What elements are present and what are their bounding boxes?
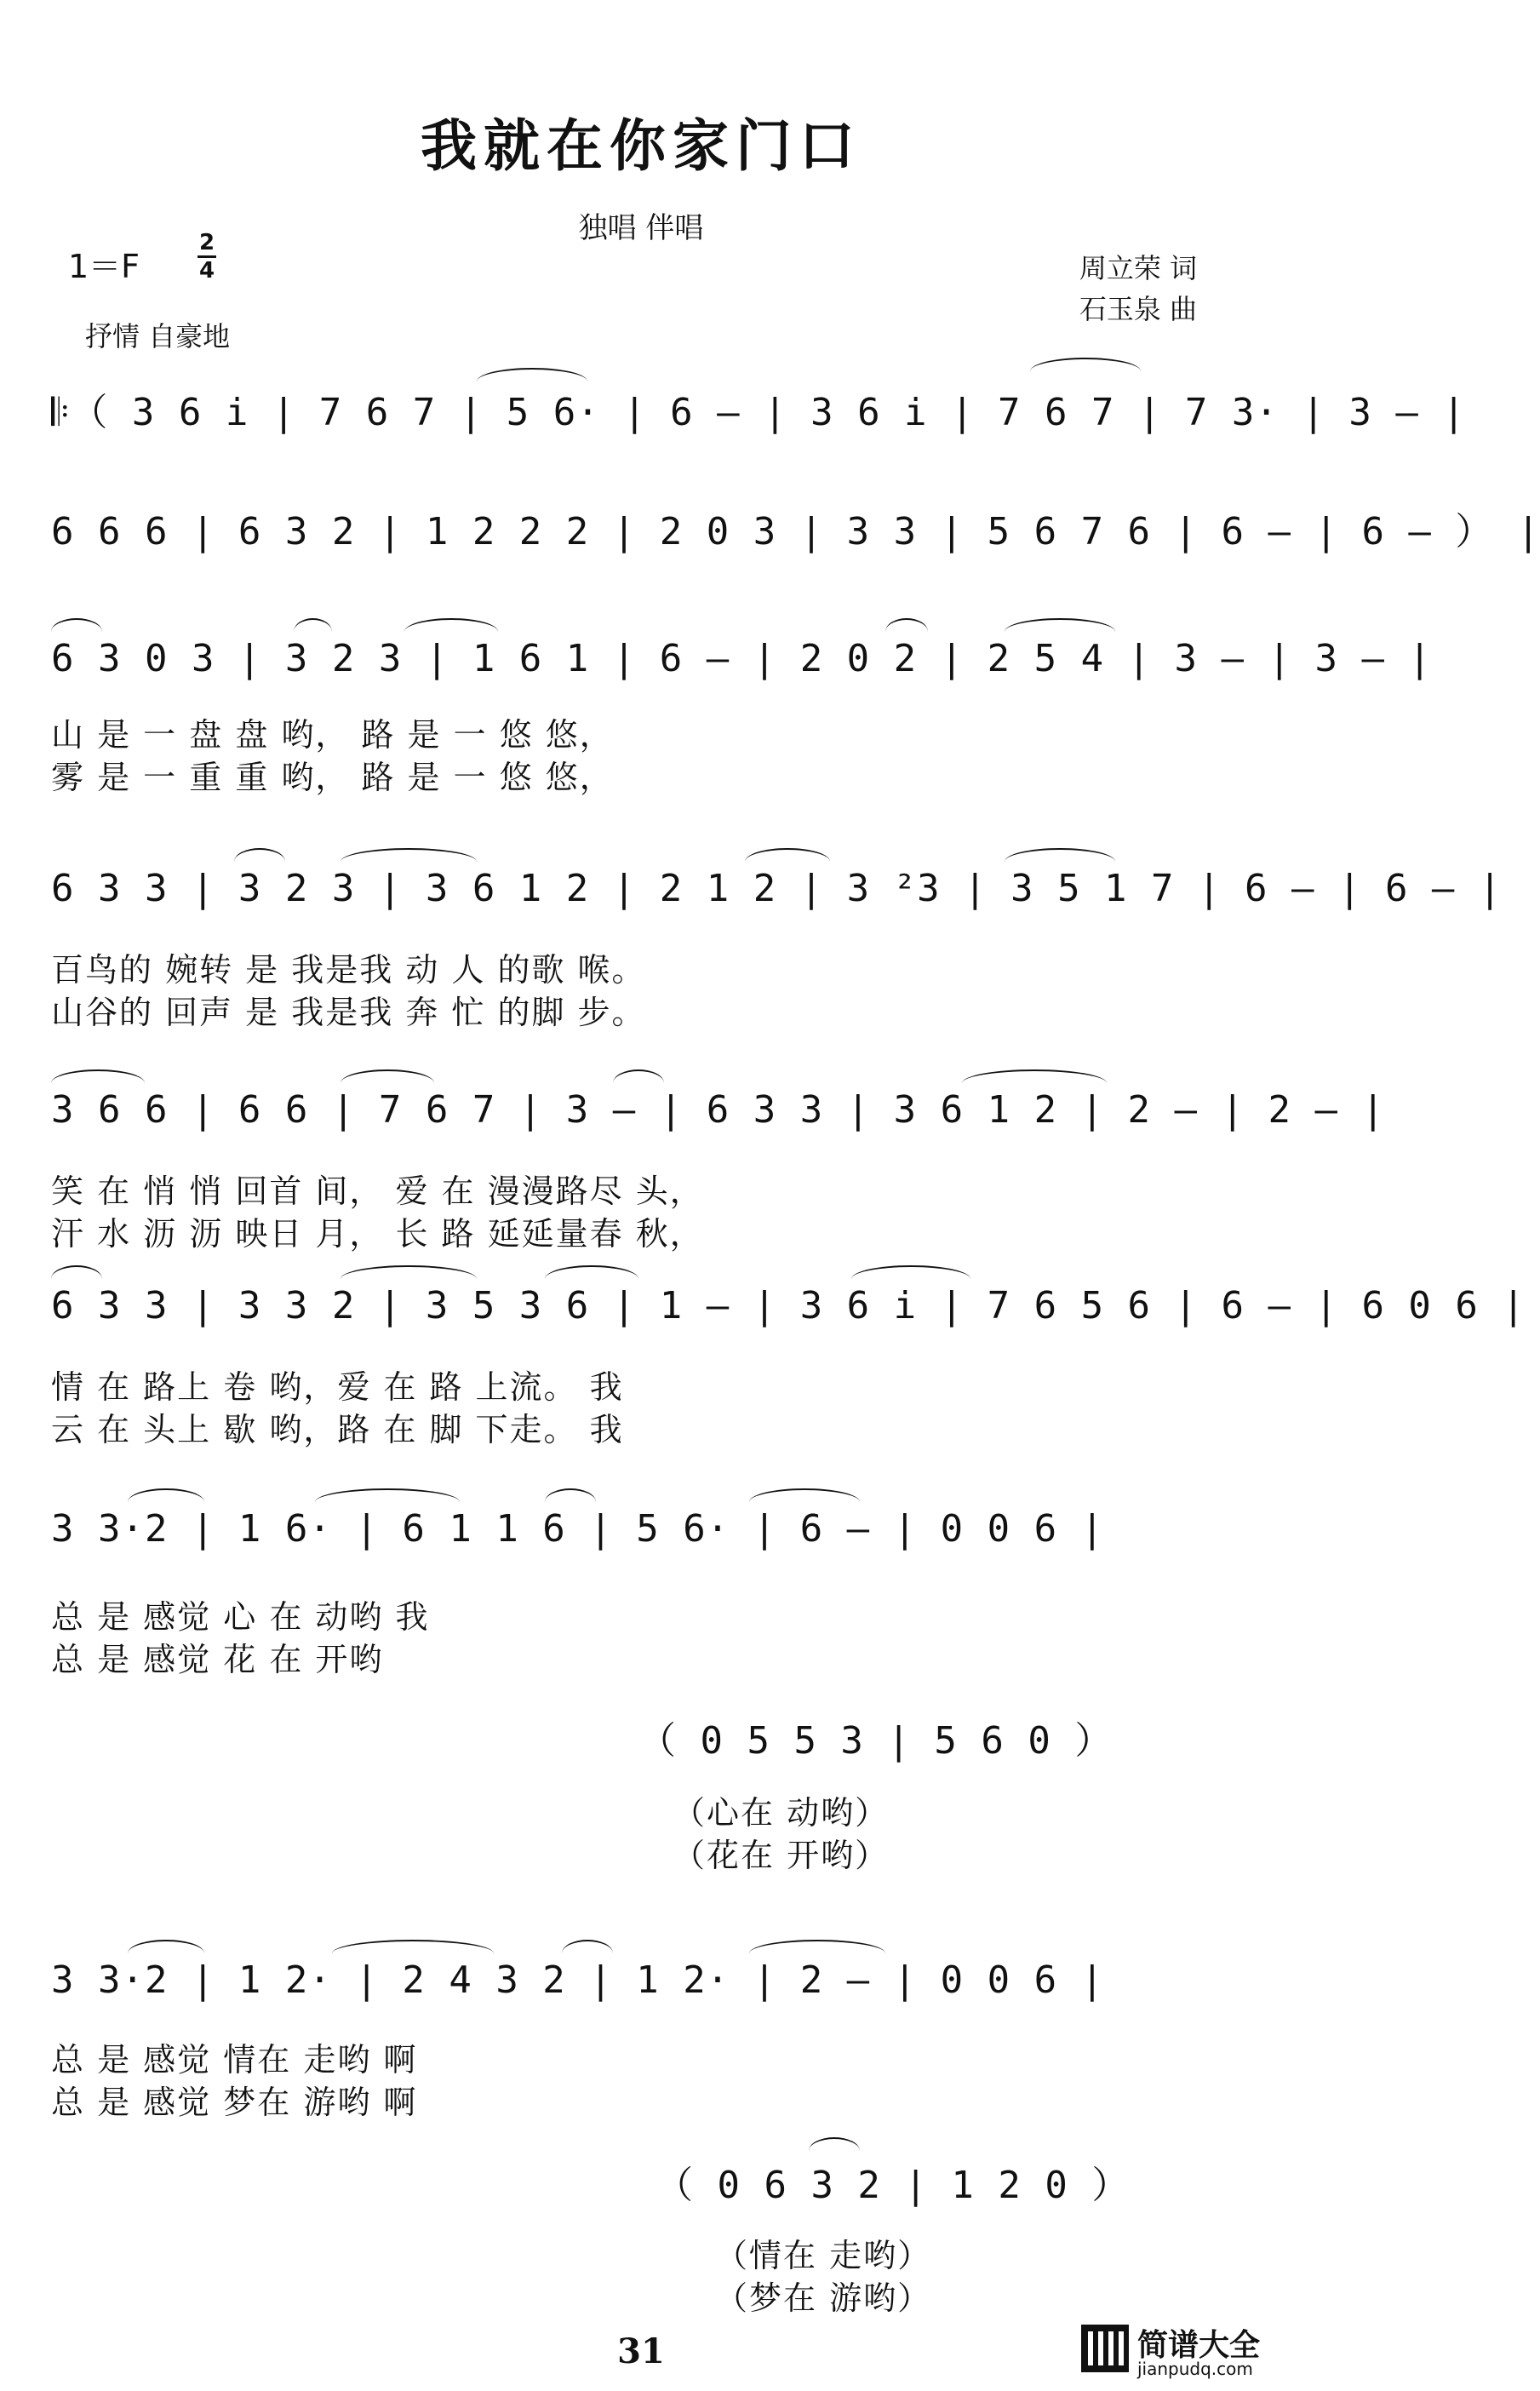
- slur: [341, 848, 477, 862]
- slur: [1030, 358, 1141, 371]
- slur: [294, 618, 332, 632]
- lyricist-credit: 周立荣 词: [1079, 252, 1197, 284]
- slur: [749, 1940, 885, 1953]
- slur: [545, 1265, 638, 1279]
- composer-credit: 石玉泉 曲: [1079, 293, 1197, 325]
- slur: [745, 848, 830, 862]
- accompaniment-phrase-1: （ 0 5 5 3 | 5 6 0 ）: [638, 1719, 1113, 1763]
- slur: [885, 618, 928, 632]
- slur: [341, 1265, 477, 1279]
- slur: [545, 1488, 596, 1502]
- slur: [51, 618, 102, 632]
- lyric-line-4b: 山谷的 回声 是 我是我 奔 忙 的脚 步。: [51, 994, 646, 1031]
- accompaniment-lyric-2b: （梦在 游哟）: [715, 2279, 932, 2317]
- expression-mark: 抒情 自豪地: [85, 320, 231, 353]
- staff-line-7: 3 3·2 | 1 6· | 6 1 1 6 | 5 6· | 6 – | 0 0 6 |: [51, 1507, 1105, 1551]
- lyric-line-5b: 汗 水 沥 沥 映日 月， 长 路 延延量春 秋，: [51, 1215, 704, 1253]
- lyric-line-7a: 总 是 感觉 心 在 动哟 我: [51, 1598, 430, 1636]
- slur: [128, 1940, 204, 1953]
- lyric-line-6a: 情 在 路上 卷 哟，爱 在 路 上流。 我: [51, 1368, 624, 1406]
- accompaniment-phrase-2: （ 0 6 3 2 | 1 2 0 ）: [656, 2164, 1131, 2207]
- slur: [562, 1940, 613, 1953]
- song-title: 我就在你家门口: [421, 112, 862, 179]
- slur: [332, 1940, 494, 1953]
- slur: [851, 1265, 970, 1279]
- page-number: 31: [617, 2331, 665, 2371]
- slur: [809, 2137, 860, 2151]
- slur: [1005, 618, 1115, 632]
- time-signature-bottom: 4: [198, 258, 215, 284]
- staff-line-4: 6 3 3 | 3 2 3 | 3 6 1 2 | 2 1 2 | 3 ²3 | 3 5 1 7 | 6 – | 6 – |: [51, 867, 1503, 910]
- lyric-line-9a: 总 是 感觉 情在 走哟 啊: [51, 2041, 418, 2079]
- slur: [51, 1069, 145, 1083]
- staff-line-2: 6 6 6 | 6 3 2 | 1 2 2 2 | 2 0 3 | 3 3 | 5 6 7 6 | 6 – | 6 – ） |: [51, 510, 1540, 553]
- lyric-line-4a: 百鸟的 婉转 是 我是我 动 人 的歌 喉。: [51, 951, 646, 989]
- slur: [51, 1265, 102, 1279]
- accompaniment-lyric-1b: （花在 开哟）: [673, 1837, 890, 1874]
- staff-line-6: 6 3 3 | 3 3 2 | 3 5 3 6 | 1 – | 3 6 i | 7 6 5 6 | 6 – | 6 0 6 |: [51, 1284, 1526, 1327]
- slur: [234, 848, 285, 862]
- slur: [341, 1069, 434, 1083]
- staff-line-3: 6 3 0 3 | 3 2 3 | 1 6 1 | 6 – | 2 0 2 | 2 5 4 | 3 – | 3 – |: [51, 637, 1432, 680]
- staff-line-5: 3 6 6 | 6 6 | 7 6 7 | 3 – | 6 3 3 | 3 6 1 2 | 2 – | 2 – |: [51, 1088, 1385, 1132]
- time-signature-top: 2: [198, 230, 215, 255]
- lyric-line-6b: 云 在 头上 歇 哟，路 在 脚 下走。 我: [51, 1411, 624, 1448]
- lyric-line-3a: 山 是 一 盘 盘 哟， 路 是 一 悠 悠，: [51, 716, 614, 754]
- site-watermark: [1081, 2321, 1268, 2382]
- watermark-name: 简谱大全: [1137, 2328, 1261, 2363]
- slur: [613, 1069, 664, 1083]
- slur: [477, 368, 587, 381]
- slur: [315, 1488, 460, 1502]
- staff-line-9: 3 3·2 | 1 2· | 2 4 3 2 | 1 2· | 2 – | 0 0 6 |: [51, 1958, 1105, 2002]
- watermark-url: jianpudq.com: [1137, 2359, 1253, 2379]
- accompaniment-lyric-2a: （情在 走哟）: [715, 2237, 932, 2274]
- lyric-line-3b: 雾 是 一 重 重 哟， 路 是 一 悠 悠，: [51, 759, 614, 796]
- slur: [962, 1069, 1107, 1083]
- key-signature: 1＝F: [68, 248, 140, 285]
- lyric-line-7b: 总 是 感觉 花 在 开哟: [51, 1641, 384, 1678]
- piano-keys-icon: [1081, 2325, 1129, 2372]
- slur: [404, 618, 498, 632]
- performance-type: 独唱 伴唱: [578, 211, 704, 245]
- staff-line-1: 𝄆（ 3 6 i | 7 6 7 | 5 6· | 6 – | 3 6 i | 7 6 7 | 7 3· | 3 – |: [51, 391, 1466, 434]
- accompaniment-lyric-1a: （心在 动哟）: [673, 1794, 890, 1832]
- slur: [1005, 848, 1115, 862]
- slur: [128, 1488, 204, 1502]
- lyric-line-9b: 总 是 感觉 梦在 游哟 啊: [51, 2084, 418, 2121]
- slur: [749, 1488, 860, 1502]
- lyric-line-5a: 笑 在 悄 悄 回首 间， 爱 在 漫漫路尽 头，: [51, 1173, 704, 1210]
- time-signature: [198, 232, 216, 282]
